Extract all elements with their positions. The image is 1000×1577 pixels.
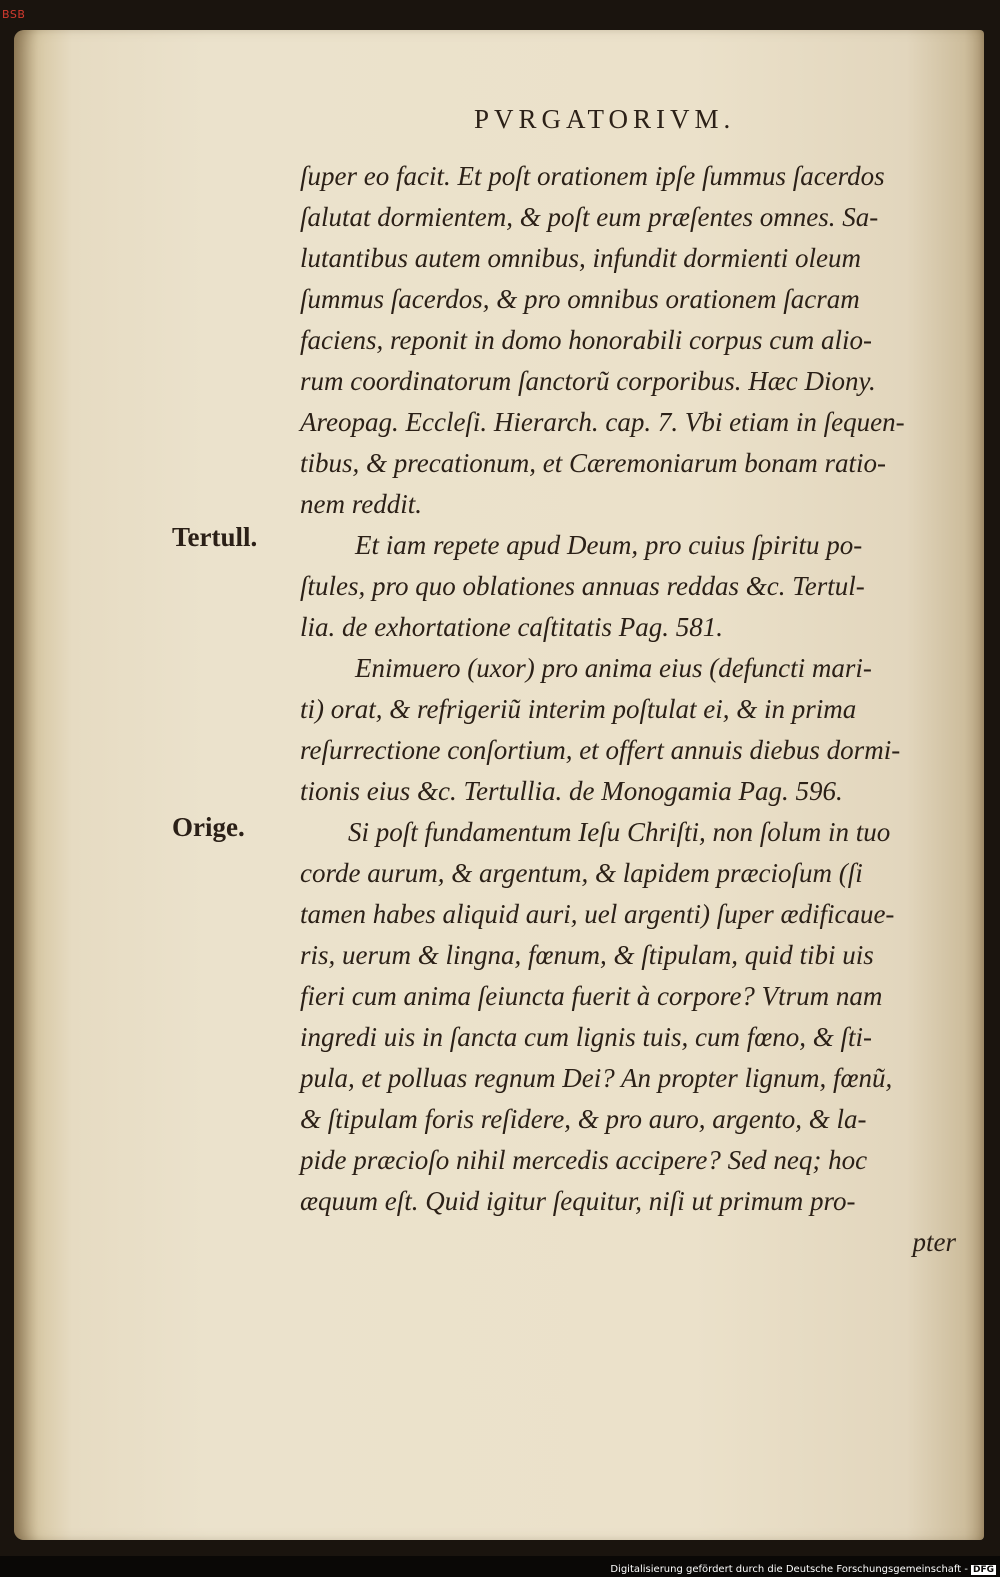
text-line: pula, et polluas regnum Dei? An propter lignum, fœnũ, xyxy=(300,1063,893,1093)
text-line: Enimuero (uxor) pro anima eius (defuncti mari- xyxy=(355,653,872,683)
text-line: tamen habes aliquid auri, uel argenti) ſuper ædificaue- xyxy=(300,899,895,929)
text-line: tionis eius &c. Tertullia. de Monogamia Pag. 596. xyxy=(300,776,843,806)
text-line: & ſtipulam foris reſidere, & pro auro, argento, & la- xyxy=(300,1104,867,1134)
text-line: nem reddit. xyxy=(300,489,422,519)
margin-note-tertullian: Tertull. xyxy=(172,522,258,552)
text-line: ris, uerum & lingna, fœnum, & ſtipulam, quid tibi uis xyxy=(300,940,874,970)
margin-note-origen: Orige. xyxy=(172,812,245,842)
text-line: lia. de exhortatione caſtitatis Pag. 581. xyxy=(300,612,723,642)
text-line: lutantibus autem omnibus, infundit dormienti oleum xyxy=(300,243,861,273)
text-line: ingredi uis in ſancta cum lignis tuis, cum fœno, & ſti- xyxy=(300,1022,872,1052)
text-line: Et iam repete apud Deum, pro cuius ſpiritu po- xyxy=(355,530,863,560)
text-line: ti) orat, & refrigeriũ interim poſtulat ei, & in prima xyxy=(300,694,857,724)
text-line: ſummus ſacerdos, & pro omnibus orationem ſacram xyxy=(300,284,860,314)
digitization-footer xyxy=(610,1564,996,1575)
text-line: fieri cum anima ſeiuncta fuerit à corpore? Vtrum nam xyxy=(300,981,883,1011)
text-line: æquum eſt. Quid igitur ſequitur, niſi ut primum pro- xyxy=(300,1186,856,1216)
text-line: reſurrectione conſortium, et offert annuis diebus dormi- xyxy=(300,735,901,765)
dfg-badge: DFG xyxy=(972,1564,994,1575)
text-line: tibus, & precationum, et Cæremoniarum bonam ratio- xyxy=(300,448,886,478)
body-text xyxy=(300,156,970,1263)
text-line: Areopag. Eccleſi. Hierarch. cap. 7. Vbi etiam in ſequen- xyxy=(300,407,905,437)
catchword: pter xyxy=(912,1227,956,1257)
footer-text: Digitalisierung gefördert durch die Deutsche Forschungsgemeinschaft - xyxy=(610,1564,968,1575)
text-line: ſtules, pro quo oblationes annuas reddas &c. Tertul- xyxy=(300,571,865,601)
text-line: faciens, reponit in domo honorabili corpus cum alio- xyxy=(300,325,872,355)
text-line: pide præcioſo nihil mercedis accipere? Sed neq; hoc xyxy=(300,1145,868,1175)
text-line: Si poſt fundamentum Ieſu Chriſti, non ſolum in tuo xyxy=(348,817,891,847)
text-line: corde aurum, & argentum, & lapidem præcioſum (ſi xyxy=(300,858,863,888)
text-line: rum coordinatorum ſanctorũ corporibus. Hæc Diony. xyxy=(300,366,876,396)
library-mark: BSB xyxy=(2,8,26,21)
text-line: ſalutat dormientem, & poſt eum præſentes omnes. Sa- xyxy=(300,202,879,232)
text-line: ſuper eo facit. Et poſt orationem ipſe ſummus ſacerdos xyxy=(300,161,885,191)
running-head: PVRGATORIVM. xyxy=(474,104,736,134)
